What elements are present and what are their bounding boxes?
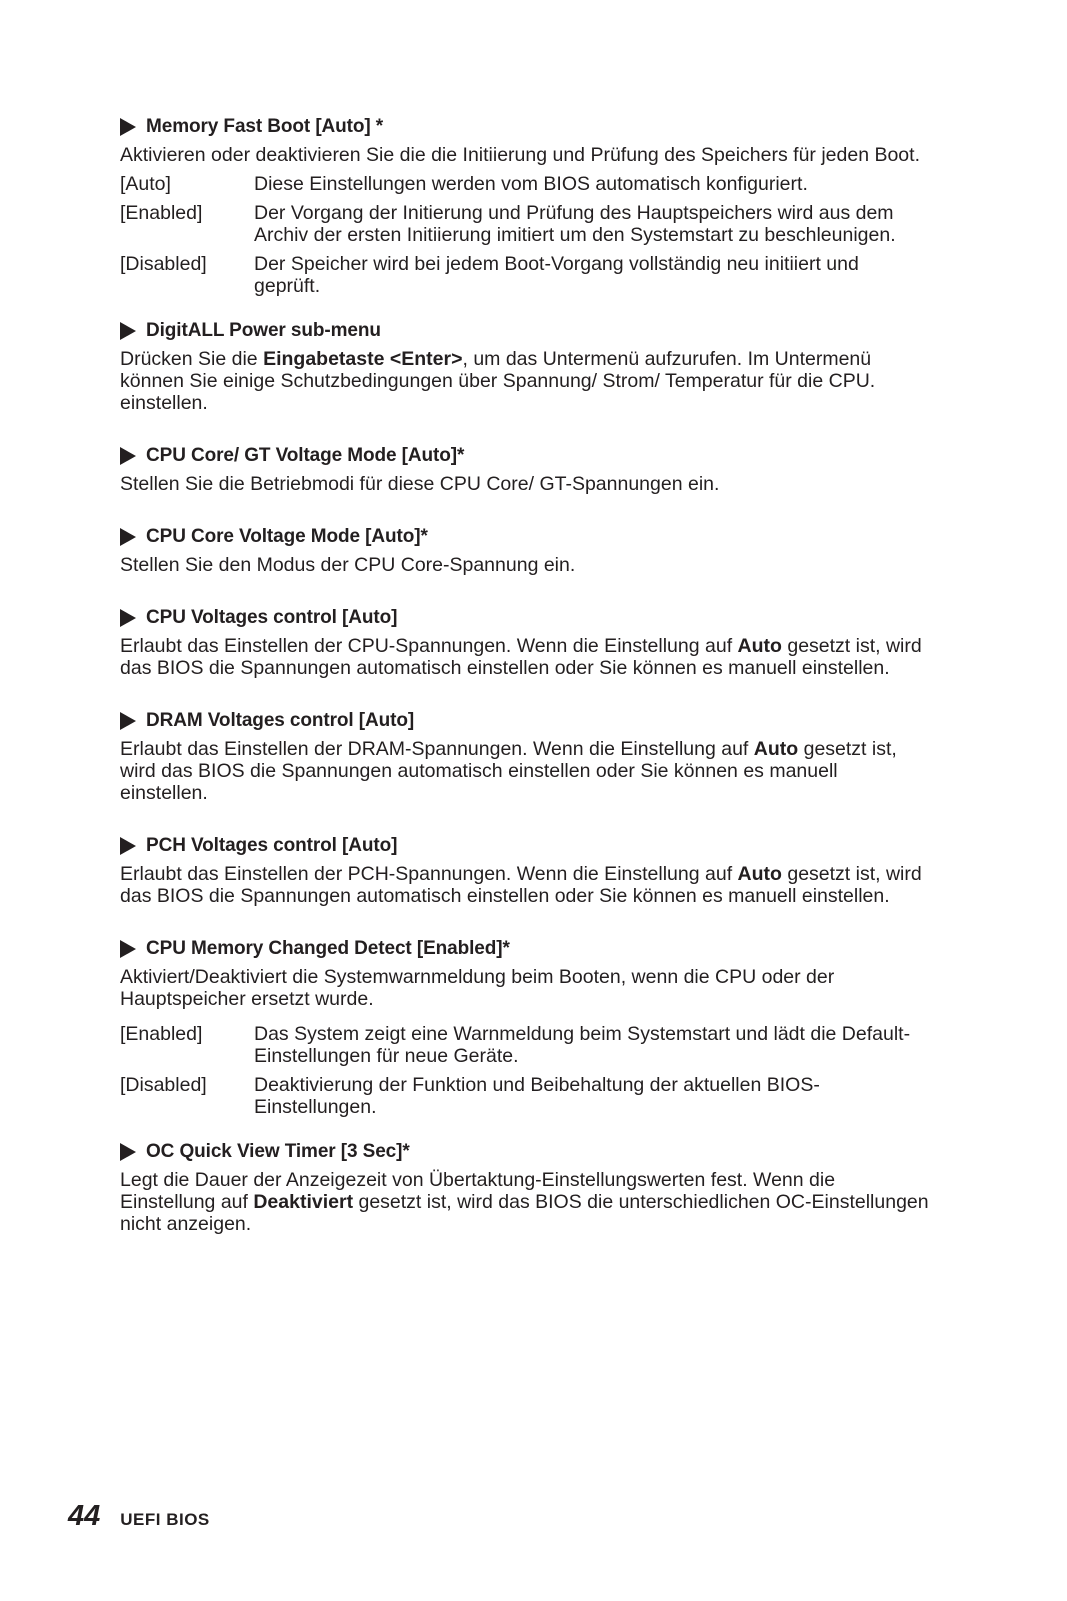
option-key: [Enabled]	[120, 202, 203, 224]
section-title: CPU Core Voltage Mode [Auto]*	[146, 526, 428, 547]
section-cpu-core-gt-voltage-mode	[120, 444, 930, 495]
desc-text: gesetzt ist, wird das BIOS die Spannungen automatisch einstellen oder Sie können es manuell einstellen.	[120, 635, 922, 679]
section-dram-voltages-control	[120, 709, 930, 804]
section-pch-voltages-control	[120, 834, 930, 907]
section-title: DRAM Voltages control [Auto]	[146, 710, 415, 731]
triangle-bullet-icon	[120, 837, 136, 855]
desc-text: gesetzt ist, wird das BIOS die unterschiedlichen OC-Einstellungen nicht anzeigen.	[120, 1191, 929, 1235]
section-description	[120, 348, 930, 414]
section-description	[120, 738, 930, 804]
desc-text: Erlaubt das Einstellen der DRAM-Spannungen. Wenn die Einstellung auf	[120, 738, 754, 760]
option-row	[120, 253, 930, 297]
section-description	[120, 1169, 930, 1235]
section-description	[120, 635, 930, 679]
section-heading	[120, 937, 930, 961]
section-heading	[120, 1140, 930, 1164]
desc-text: Drücken Sie die	[120, 348, 264, 370]
section-title: PCH Voltages control [Auto]	[146, 835, 398, 856]
option-list	[120, 173, 930, 297]
option-key: [Disabled]	[120, 1074, 207, 1096]
option-row	[120, 1023, 930, 1067]
section-heading	[120, 444, 930, 468]
option-value: Der Vorgang der Initierung und Prüfung des Hauptspeichers wird aus dem Archiv der ersten Initiierung imitiert um den Systemstart zu beschleunigen.	[254, 202, 896, 246]
triangle-bullet-icon	[120, 1143, 136, 1161]
section-cpu-core-voltage-mode	[120, 525, 930, 576]
section-description: Aktivieren oder deaktivieren Sie die die Initiierung und Prüfung des Speichers für jeden Boot.	[120, 144, 920, 166]
triangle-bullet-icon	[120, 322, 136, 340]
triangle-bullet-icon	[120, 447, 136, 465]
section-memory-fast-boot	[120, 115, 930, 297]
option-value: Das System zeigt eine Warnmeldung beim Systemstart und lädt die Default-Einstellungen für neue Geräte.	[254, 1023, 911, 1067]
desc-text: Erlaubt das Einstellen der PCH-Spannungen. Wenn die Einstellung auf	[120, 863, 738, 885]
desc-text: gesetzt ist, wird das BIOS die Spannungen automatisch einstellen oder Sie können es manuell einstellen.	[120, 738, 897, 804]
option-value: Deaktivierung der Funktion und Beibehaltung der aktuellen BIOS-Einstellungen.	[254, 1074, 820, 1118]
section-cpu-voltages-control	[120, 606, 930, 679]
section-heading	[120, 525, 930, 549]
section-description: Stellen Sie den Modus der CPU Core-Spannung ein.	[120, 554, 576, 576]
section-description: Stellen Sie die Betriebmodi für diese CPU Core/ GT-Spannungen ein.	[120, 473, 720, 495]
option-key: [Auto]	[120, 173, 171, 195]
page-footer	[68, 1500, 210, 1533]
desc-text: Legt die Dauer der Anzeigezeit von Übertaktung-Einstellungswerten fest. Wenn die Einstellung auf	[120, 1169, 836, 1213]
desc-text: Erlaubt das Einstellen der CPU-Spannungen. Wenn die Einstellung auf	[120, 635, 738, 657]
section-title: Memory Fast Boot [Auto] *	[146, 116, 384, 137]
option-row	[120, 1074, 930, 1118]
option-row	[120, 173, 930, 195]
triangle-bullet-icon	[120, 609, 136, 627]
option-value: Der Speicher wird bei jedem Boot-Vorgang vollständig neu initiiert und geprüft.	[254, 253, 859, 297]
section-title: DigitALL Power sub-menu	[146, 320, 381, 341]
option-key: [Disabled]	[120, 253, 207, 275]
document-body	[120, 115, 930, 1235]
triangle-bullet-icon	[120, 528, 136, 546]
option-key: [Enabled]	[120, 1023, 203, 1045]
desc-emphasis: Auto	[737, 635, 782, 657]
triangle-bullet-icon	[120, 940, 136, 958]
section-description: Aktiviert/Deaktiviert die Systemwarnmeldung beim Booten, wenn die CPU oder der Hauptspeicher ersetzt wurde.	[120, 966, 835, 1010]
desc-text: gesetzt ist, wird das BIOS die Spannungen automatisch einstellen oder Sie können es manuell einstellen.	[120, 863, 922, 907]
section-digitall-power	[120, 319, 930, 414]
desc-text: , um das Untermenü aufzurufen. Im Untermenü können Sie einige Schutzbedingungen über Spannung/ Strom/ Temperatur für die CPU. einstellen.	[120, 348, 876, 414]
option-row	[120, 202, 930, 246]
section-title: OC Quick View Timer [3 Sec]*	[146, 1141, 410, 1162]
section-heading	[120, 606, 930, 630]
desc-emphasis: Deaktiviert	[253, 1191, 354, 1213]
section-title: CPU Memory Changed Detect [Enabled]*	[146, 938, 510, 959]
section-oc-quick-view-timer	[120, 1140, 930, 1235]
desc-emphasis: Auto	[737, 863, 782, 885]
option-list	[120, 1023, 930, 1118]
section-heading	[120, 834, 930, 858]
section-heading	[120, 319, 930, 343]
section-description	[120, 863, 930, 907]
section-title: CPU Core/ GT Voltage Mode [Auto]*	[146, 445, 465, 466]
desc-emphasis: Eingabetaste <Enter>	[263, 348, 463, 370]
desc-emphasis: Auto	[753, 738, 799, 760]
triangle-bullet-icon	[120, 712, 136, 730]
section-title: CPU Voltages control [Auto]	[146, 607, 398, 628]
page-number: 44	[68, 1500, 101, 1532]
section-heading	[120, 709, 930, 733]
section-cpu-memory-changed-detect	[120, 937, 930, 1118]
triangle-bullet-icon	[120, 118, 136, 136]
section-label: UEFI BIOS	[120, 1510, 210, 1529]
section-heading	[120, 115, 930, 139]
option-value: Diese Einstellungen werden vom BIOS automatisch konfiguriert.	[254, 173, 808, 195]
